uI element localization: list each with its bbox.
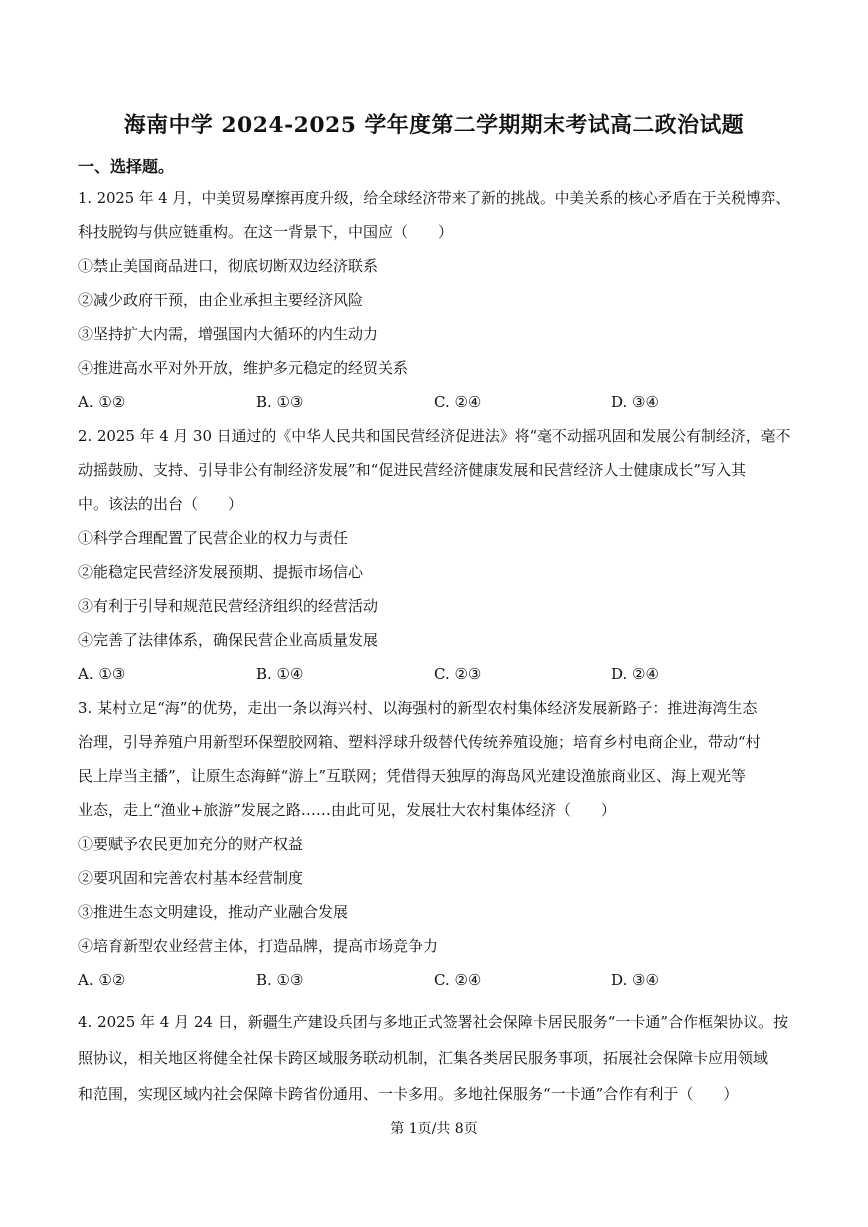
q2-option-d[interactable]: D. ②④: [611, 665, 659, 683]
q3-stem-line-4: 业态，走上“渔业+旅游”发展之路……由此可见，发展壮大农村集体经济（ ）: [78, 801, 616, 819]
q3-option-c[interactable]: C. ②④: [434, 971, 482, 989]
page-title: 海南中学 2024-2025 学年度第二学期期末考试高二政治试题: [123, 113, 745, 138]
q4-stem-line-1: 4. 2025 年 4 月 24 日，新疆生产建设兵团与多地正式签署社会保障卡居民服务“一卡通”合作框架协议。按: [78, 1013, 789, 1031]
q1-option-a[interactable]: A. ①②: [78, 393, 126, 411]
page-footer: 第 1页/共 8页: [390, 1121, 478, 1137]
q1-stem-line-1: 1. 2025 年 4 月，中美贸易摩擦再度升级，给全球经济带来了新的挑战。中美关系的核心矛盾在于关税博弈、: [78, 189, 791, 207]
q3-item-4: ④培育新型农业经营主体，打造品牌，提高市场竞争力: [78, 937, 439, 955]
q2-item-1: ①科学合理配置了民营企业的权力与责任: [78, 529, 349, 547]
q2-stem-line-2: 动摇鼓励、支持、引导非公有制经济发展”和“促进民营经济健康发展和民营经济人士健康成长”写入其: [78, 461, 747, 479]
q2-stem-line-3: 中。该法的出台（ ）: [78, 495, 244, 513]
q2-option-b[interactable]: B. ①④: [256, 665, 304, 683]
q1-item-2: ②减少政府干预，由企业承担主要经济风险: [78, 291, 364, 309]
q1-item-1: ①禁止美国商品进口，彻底切断双边经济联系: [78, 257, 379, 275]
q2-option-c[interactable]: C. ②③: [434, 665, 482, 683]
q3-stem-line-1: 3. 某村立足“海”的优势，走出一条以海兴村、以海强村的新型农村集体经济发展新路子：推进海湾生态: [78, 699, 758, 717]
q1-option-b[interactable]: B. ①③: [256, 393, 304, 411]
q2-item-3: ③有利于引导和规范民营经济组织的经营活动: [78, 597, 379, 615]
q4-stem-line-2: 照协议，相关地区将健全社保卡跨区域服务联动机制，汇集各类居民服务事项，拓展社会保障卡应用领域: [78, 1049, 769, 1067]
q2-item-4: ④完善了法律体系，确保民营企业高质量发展: [78, 631, 379, 649]
q2-option-a[interactable]: A. ①③: [78, 665, 126, 683]
q2-item-2: ②能稳定民营经济发展预期、提振市场信心: [78, 563, 364, 581]
q3-stem-line-3: 民上岸当主播”，让原生态海鲜“游上”互联网；凭借得天独厚的海岛风光建设渔旅商业区、海上观光等: [78, 767, 747, 785]
q1-item-3: ③坚持扩大内需，增强国内大循环的内生动力: [78, 325, 379, 343]
q4-stem-line-3: 和范围，实现区域内社会保障卡跨省份通用、一卡多用。多地社保服务“一卡通”合作有利于（ ）: [78, 1085, 739, 1103]
q3-stem-line-2: 治理，引导养殖户用新型环保塑胶网箱、塑料浮球升级替代传统养殖设施；培育乡村电商企业，带动“村: [78, 733, 761, 751]
q1-option-c[interactable]: C. ②④: [434, 393, 482, 411]
q1-option-d[interactable]: D. ③④: [611, 393, 659, 411]
q1-stem-line-2: 科技脱钩与供应链重构。在这一背景下，中国应（ ）: [78, 223, 454, 241]
q3-item-3: ③推进生态文明建设，推动产业融合发展: [78, 903, 349, 921]
q3-option-a[interactable]: A. ①②: [78, 971, 126, 989]
section-heading: 一、选择题。: [78, 157, 175, 176]
q3-item-2: ②要巩固和完善农村基本经营制度: [78, 869, 304, 887]
q3-item-1: ①要赋予农民更加充分的财产权益: [78, 835, 304, 853]
q3-option-d[interactable]: D. ③④: [611, 971, 659, 989]
q2-stem-line-1: 2. 2025 年 4 月 30 日通过的《中华人民共和国民营经济促进法》将“毫不动摇巩固和发展公有制经济，毫不: [78, 427, 791, 445]
q3-option-b[interactable]: B. ①③: [256, 971, 304, 989]
q1-item-4: ④推进高水平对外开放，维护多元稳定的经贸关系: [78, 359, 409, 377]
